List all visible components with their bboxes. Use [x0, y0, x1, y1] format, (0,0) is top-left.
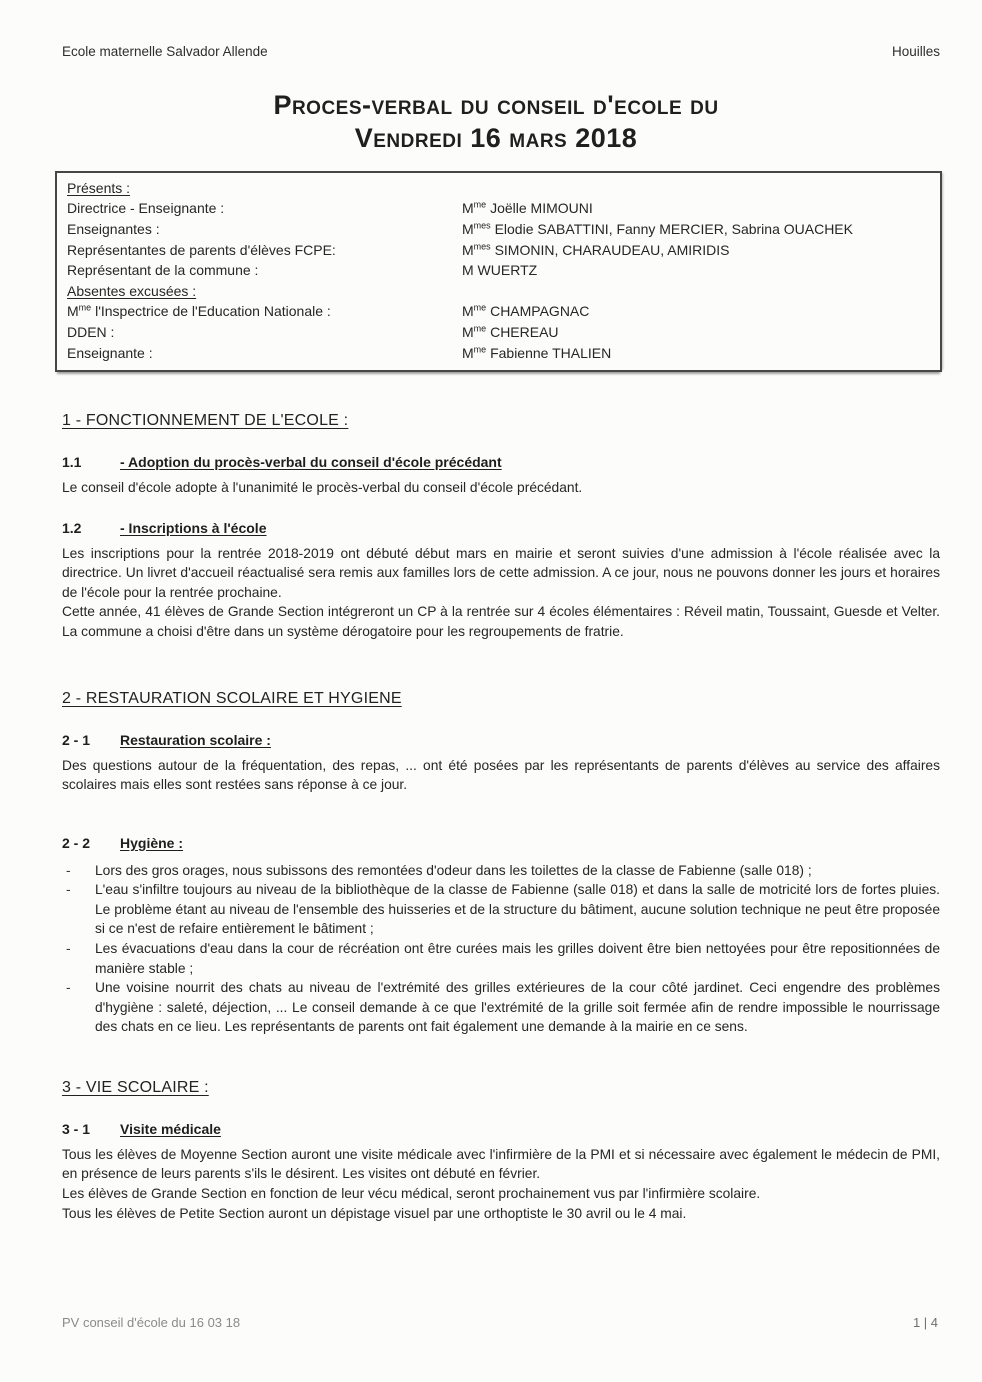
bullet-item-odeurs: - Lors des gros orages, nous subissons des remontées d'odeur dans les toilettes de la classe de Fabienne (salle 018) ;: [62, 861, 940, 881]
attendee-row-enseignantes: [67, 219, 930, 240]
attendee-row-parents-fcpe: [67, 240, 930, 261]
attendee-row-directrice: [67, 198, 930, 219]
subsection-title: Hygiène :: [120, 834, 184, 851]
document-title: [62, 89, 930, 155]
page-number: 1 | 4: [912, 1315, 938, 1330]
subsection-number: 3 - 1: [62, 1120, 91, 1137]
school-name: Ecole maternelle Salvador Allende: [62, 44, 268, 59]
attendee-names: $M^{me}$ Fabienne THALIEN: [462, 343, 612, 361]
section-heading-vie-scolaire: 3 - VIE SCOLAIRE :: [62, 1078, 209, 1096]
subsection-number: 1.2: [62, 519, 82, 536]
subsection-heading-1-2: [62, 520, 940, 536]
paragraph-inscriptions-2: Cette année, 41 élèves de Grande Section intégreront un CP à la rentrée sur 4 écoles élémentaires : Réveil matin, Toussaint, Guesde et Velter. La commune a choisi d'être dans un système dérogatoire pour les regroupements de fratrie.: [62, 604, 940, 639]
subsection-title: Visite médicale: [120, 1120, 221, 1137]
attendee-role: $M^{me}$ l'Inspectrice de l'Education Nationale :: [67, 302, 331, 320]
paragraph-visite-2: Les élèves de Grande Section en fonction de leur vécu médical, seront prochainement vus par l'infirmière scolaire.: [62, 1186, 761, 1202]
subsection-heading-3-1: [62, 1121, 940, 1137]
footer-document-ref: PV conseil d'école du 16 03 18: [62, 1315, 241, 1330]
attendee-names: $M^{me}$ CHAMPAGNAC: [462, 302, 590, 320]
attendee-names: $M^{me}$ CHEREAU: [462, 323, 559, 340]
paragraph-adoption: Le conseil d'école adopte à l'unanimité le procès-verbal du conseil d'école précédant.: [62, 480, 583, 496]
paragraph-visite-3: Tous les élèves de Petite Section auront un dépistage visuel par une orthoptiste le 30 avril ou le 4 mai.: [62, 1205, 687, 1221]
attendee-row-enseignante-absente: [67, 343, 930, 364]
attendees-box: [55, 171, 942, 372]
paragraph-visite-1: Tous les élèves de Moyenne Section auront une visite médicale avec l'infirmière de la PMI et si nécessaire avec également le médecin de PMI, en présence de leurs parents s'ils le désirent. Les visites ont débuté en février.: [62, 1146, 940, 1182]
attendee-row-dden: [67, 322, 930, 343]
section-heading-restauration-hygiene: 2 - RESTAURATION SCOLAIRE ET HYGIENE: [62, 689, 402, 707]
bullet-item-evacuations: - Les évacuations d'eau dans la cour de récréation ont être curées mais les grilles doivent être bien nettoyées pour être repositionnées de manière stable ;: [62, 939, 940, 978]
attendee-names: $M^{mes}$ SIMONIN, CHARAUDEAU, AMIRIDIS: [462, 240, 730, 258]
paragraph-inscriptions-1: Les inscriptions pour la rentrée 2018-2019 ont débuté début mars en mairie et seront suivies d'une admission à l'école réalisée avec la directrice. Un livret d'accueil réactualisé sera remis aux familles lors de cette admission. A ce jour, nous ne pouvons donner les jours et horaires de l'école pour la rentrée prochaine.: [62, 545, 940, 600]
section-heading-fonctionnement: 1 - FONCTIONNEMENT DE L'ECOLE :: [62, 412, 349, 430]
document-footer: [62, 1315, 938, 1330]
paragraph-restauration: Des questions autour de la fréquentation, des repas, ... ont été posées par les représentants de parents d'élèves au service des affaires scolaires mais elles sont restées sans réponse à ce jour.: [62, 757, 940, 793]
attendee-names: M WUERTZ: [462, 262, 538, 279]
group-label-absentes: Absentes excusées :: [67, 282, 197, 299]
attendee-role: Enseignante :: [67, 344, 153, 361]
document-title-line1: Proces-verbal du conseil d'ecole du: [273, 90, 719, 120]
subsection-title: Restauration scolaire :: [120, 731, 271, 748]
attendee-role: Directrice - Enseignante :: [67, 200, 225, 217]
subsection-heading-1-1: [62, 454, 940, 470]
subsection-title: - Adoption du procès-verbal du conseil d'école précédant: [120, 454, 502, 471]
attendee-role: Représentant de la commune :: [67, 262, 259, 279]
hygiene-bullet-list: [62, 861, 940, 1037]
attendee-row-inspectrice: [67, 301, 930, 322]
attendee-role: Représentantes de parents d'élèves FCPE:: [67, 241, 336, 258]
attendee-role: DDEN :: [67, 323, 115, 340]
subsection-number: 1.1: [62, 454, 82, 471]
bullet-item-infiltration: - L'eau s'infiltre toujours au niveau de la bibliothèque de la classe de Fabienne (salle 018) et dans la salle de motricité lors de fortes pluies. Le problème étant au niveau de l'ensemble des huisseries et de la structure du bâtiment, aucune solution technique ne peut être proposée si ce n'est de refaire entièrement le bâtiment ;: [62, 880, 940, 939]
subsection-heading-2-2: [62, 835, 940, 851]
subsection-number: 2 - 1: [62, 731, 91, 748]
attendees-group-presents: [67, 178, 930, 199]
city-name: Houilles: [891, 44, 940, 59]
subsection-title: - Inscriptions à l'école: [120, 519, 267, 536]
attendee-names: $M^{me}$ Joëlle MIMOUNI: [462, 199, 593, 217]
attendee-role: Enseignantes :: [67, 221, 160, 238]
subsection-heading-2-1: [62, 732, 940, 748]
attendee-row-commune: [67, 260, 930, 281]
subsection-number: 2 - 2: [62, 834, 91, 851]
group-label-presents: Présents :: [67, 179, 131, 196]
bullet-item-chats: - Une voisine nourrit des chats au niveau de l'extrémité des grilles extérieures de la cour côté jardinet. Ceci engendre des problèmes d'hygiène : saleté, déjection, ... Le conseil demande à ce que l'extrémité de la grille soit fermée afin de rendre impossible le nourrissage des chats en ce lieu. Les représentants de parents ont fait également une demande à la mairie en ce sens.: [62, 978, 940, 1037]
attendees-group-absentes: [67, 281, 930, 302]
document-title-line2: Vendredi 16 mars 2018: [354, 122, 638, 153]
document-header: [62, 44, 940, 59]
attendee-names: $M^{mes}$ Elodie SABATTINI, Fanny MERCIER, Sabrina OUACHEK: [462, 220, 853, 238]
